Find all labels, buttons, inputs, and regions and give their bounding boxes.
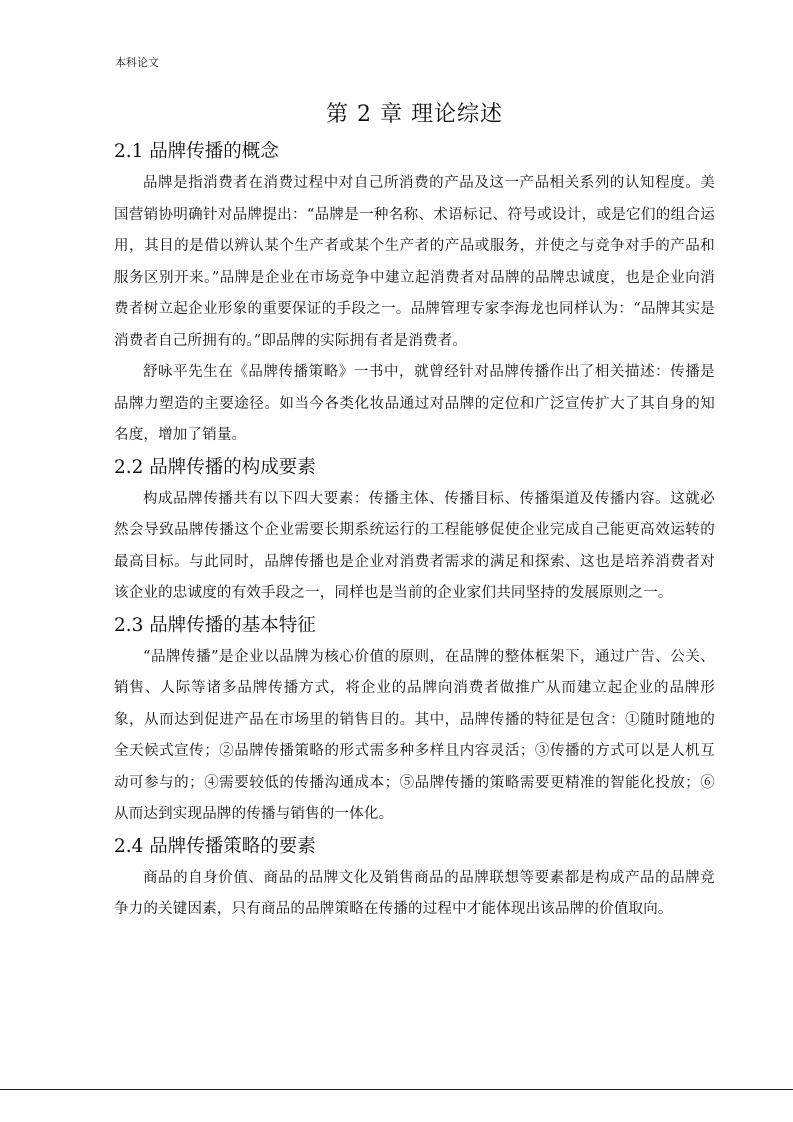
paragraph: 构成品牌传播共有以下四大要素：传播主体、传播目标、传播渠道及传播内容。这就必然会导致品牌传播这个企业需要长期系统运行的工程能够促使企业完成自己能更高效运转的最高目标。与此同时，品牌传播也是企业对消费者需求的满足和探索、这也是培养消费者对该企业的忠诚度的有效手段之一，同样也是当前的企业家们共同坚持的发展原则之一。: [114, 490, 715, 601]
section-heading-2-4: 2.4 品牌传播策略的要素: [114, 835, 316, 857]
section-heading-2-1: 2.1 品牌传播的概念: [114, 141, 279, 162]
paragraph: 商品的自身价值、商品的品牌文化及销售商品的品牌联想等要素都是构成产品的品牌竞争力的关键因素，只有商品的品牌策略在传播的过程中才能体现出该品牌的价值取向。: [114, 869, 715, 917]
section-heading-2-3: 2.3 品牌传播的基本特征: [114, 614, 316, 636]
paragraph: “品牌传播”是企业以品牌为核心价值的原则，在品牌的整体框架下，通过广告、公关、销售、人际等诸多品牌传播方式，将企业的品牌向消费者做推广从而建立起企业的品牌形象，从而达到促进产品在市场里的销售目的。其中，品牌传播的特征是包含：①随时随地的全天候式宣传；②品牌传播策略的形式需多种多样且内容灵活；③传播的方式可以是人机互动可参与的；④需要较低的传播沟通成本；⑤品牌传播的策略需要更精准的智能化投放；⑥从而达到实现品牌的传播与销售的一体化。: [114, 648, 715, 822]
paragraph: 舒咏平先生在《品牌传播策略》一书中，就曾经针对品牌传播作出了相关描述：传播是品牌力塑造的主要途径。如当今各类化妆品通过对品牌的定位和广泛宣传扩大了其自身的知名度，增加了销量。: [114, 364, 715, 443]
footer-divider: [0, 1089, 793, 1090]
page-body: [114, 98, 715, 926]
paragraph: 品牌是指消费者在消费过程中对自己所消费的产品及这一产品相关系列的认知程度。美国营销协明确针对品牌提出：“品牌是一种名称、术语标记、符号或设计，或是它们的组合运用，其目的是借以辨认某个生产者或某个生产者的产品或服务，并使之与竞争对手的产品和服务区别开来。”品牌是企业在市场竞争中建立起消费者对品牌的品牌忠诚度，也是企业向消费者树立起企业形象的重要保证的手段之一。品牌管理专家李海龙也同样认为：“品牌其实是消费者自己所拥有的。”即品牌的实际拥有者是消费者。: [114, 175, 715, 349]
chapter-title: 第 2 章 理论综述: [326, 102, 503, 127]
running-header: 本科论文: [115, 56, 159, 69]
section-heading-2-2: 2.2 品牌传播的构成要素: [114, 456, 316, 478]
